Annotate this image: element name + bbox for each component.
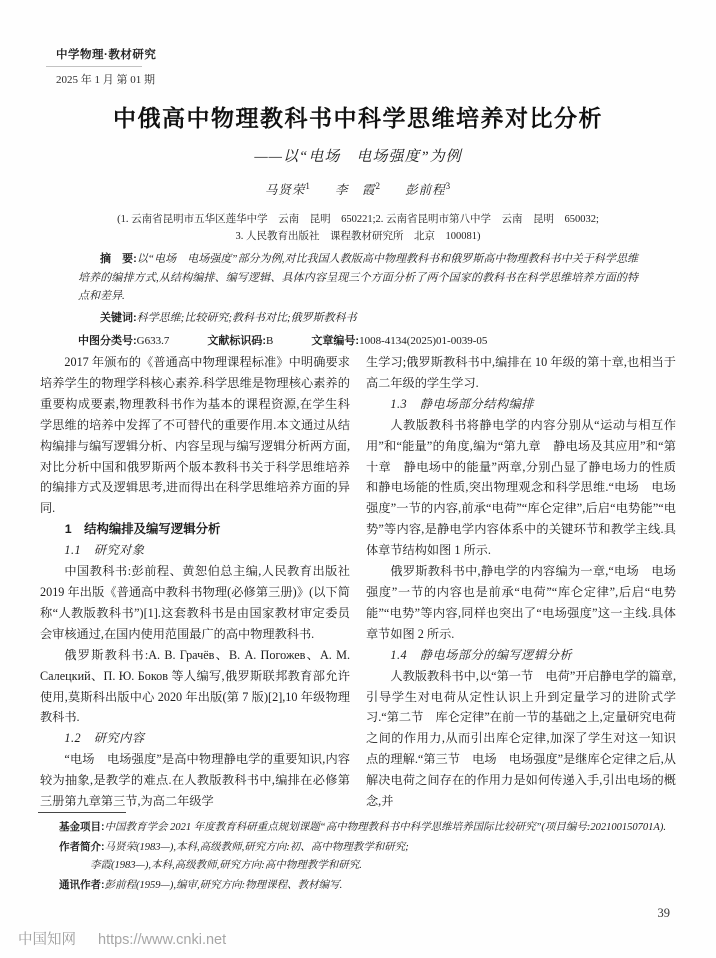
cnki-watermark xyxy=(18,928,226,949)
cnki-site-name: 中国知网 xyxy=(18,932,76,948)
body-left-column xyxy=(40,352,350,812)
paragraph: 人教版教科书中,以“第一节 电荷”开启静电学的篇章,引导学生对电荷从定性认识上升到定量学习的进阶式学习.“第二节 库仑定律”在前一节的基础之上,定量研究电荷之间的作用力,从而引出库仑定律,加深了学生对这一知识点的理解.“第三节 电场 电场强度”是继库仑定律之后,从解决电荷之间存在的作用力是如何传递入手,引出电场的概念,并 xyxy=(366,668,676,809)
paragraph: 2017 年颁布的《普通高中物理课程标准》中明确要求培养学生的物理学科核心素养.科学思维是物理核心素养的重要构成要素,物理教科书作为基本的课程资源,在学生科学思维的培养中发挥了不可替代的重要作用.本文通过从结构编排与编写逻辑分析、内容呈现与编写逻辑分析两方面,对比分析中国和俄罗斯两个版本教科书关于科学思维培养的编排方式及逻辑思考,进而得出在科学思维培养方面的异同. xyxy=(40,355,350,516)
page-header xyxy=(56,46,156,87)
header-divider xyxy=(46,66,142,67)
footnote-divider xyxy=(38,812,126,813)
body-right-column xyxy=(366,352,676,812)
document-code: 文献标识码:B xyxy=(207,335,274,347)
author-3: 彭前程$^3$ xyxy=(405,180,452,197)
author-1: 马贤荣$^1$ xyxy=(264,180,311,197)
author-bio-note: 作者简介:马贤荣(1983—),本科,高级教师,研究方向:初、高中物理教学和研究; xyxy=(59,840,409,853)
subsection-heading-1-2: 1.2 研究内容 xyxy=(64,731,145,746)
abstract xyxy=(78,250,638,306)
author-2: 李 霞$^2$ xyxy=(334,180,381,197)
keywords-label: 关键词: xyxy=(100,311,137,324)
author-3-superscript: 3 xyxy=(445,180,452,191)
issue-date: 2025 年 1 月 第 01 期 xyxy=(56,74,155,86)
author-1-superscript: 1 xyxy=(305,180,311,191)
paragraph: 俄罗斯教科书:А. В. Грачёв、В. А. Погожев、А. М. Салецкий、П. Ю. Боков 等人编写,俄罗斯联邦教育部允许使用,莫斯科出版中心 2020 年出版(第 7 版)[2],10 年级物理教科书. xyxy=(40,647,350,725)
abstract-block xyxy=(78,250,638,351)
footnote-list xyxy=(38,818,678,895)
article-id: 文章编号:1008-4134(2025)01-0039-05 xyxy=(311,335,488,347)
body-columns xyxy=(40,352,676,812)
paper-subtitle: ——以“电场 电场强度”为例 xyxy=(254,149,462,165)
fund-project-note: 基金项目:中国教育学会 2021 年度教育科研重点规划课题“高中物理教科书中科学思维培养国际比较研究”(项目编号:202100150701A). xyxy=(59,821,666,833)
paragraph: 生学习;俄罗斯教科书中,编排在 10 年级的第十章,也相当于高二年级的学生学习. xyxy=(366,355,676,390)
abstract-text: 以“电场 电场强度”部分为例,对比我国人教版高中物理教科书和俄罗斯高中物理教科书中关于科学思维培养的编排方式,从结构编排、编写逻辑、具体内容呈现三个方面分析了两个国家的教科书在科学思维培养方面的特点和差异. xyxy=(78,253,638,302)
author-bio-note-2: 李霞(1983—),本科,高级教师,研究方向:高中物理教学和研究. xyxy=(90,860,362,871)
paper-title: 中俄高中物理教科书中科学思维培养对比分析 xyxy=(113,105,603,131)
abstract-label: 摘 要: xyxy=(100,253,137,265)
corresponding-author-note: 通讯作者:彭前程(1959—),编审,研究方向:物理课程、教材编写. xyxy=(59,878,343,891)
footnote-block xyxy=(38,812,678,895)
author-line xyxy=(0,180,716,198)
subsection-heading-1-1: 1.1 研究对象 xyxy=(64,543,145,558)
paragraph: 人教版教科书将静电学的内容分别从“运动与相互作用”和“能量”的角度,编为“第九章 静电场及其应用”和“第十章 静电场中的能量”两章,分别凸显了静电场力的性质和静电场能的性质,突出物理观念和科学思维.“电场 电场强度”一节的内容,前承“电荷”“库仑定律”,后启“电势能”“电势”等内容,是静电学内容体系中的关键环节和教学主线.具体章节结构如图 1 所示. xyxy=(366,417,676,558)
cnki-url: https://www.cnki.net xyxy=(98,932,227,948)
clc-number: 中图分类号:G633.7 xyxy=(78,335,170,347)
affiliation-line-1: (1. 云南省昆明市五华区莲华中学 云南 昆明 650221;2. 云南省昆明市第八中学 云南 昆明 650032; xyxy=(117,214,599,225)
affiliations xyxy=(0,211,716,245)
page-number: 39 xyxy=(657,906,670,920)
keywords-text: 科学思维;比较研究;教科书对比;俄罗斯教科书 xyxy=(136,311,357,324)
journal-name: 中学物理·教材研究 xyxy=(56,49,157,61)
title-block xyxy=(0,100,716,245)
subsection-heading-1-3: 1.3 静电场部分结构编排 xyxy=(390,396,534,411)
paragraph: 俄罗斯教科书中,静电学的内容编为一章,“电场 电场强度”一节的内容也是前承“电荷”“库仑定律”,后启“电势能”“电势”等内容,同样也突出了“电场强度”这一主线.具体章节如图 2 所示. xyxy=(366,564,676,641)
author-2-superscript: 2 xyxy=(375,180,381,191)
affiliation-line-2: 3. 人民教育出版社 课程教材研究所 北京 100081) xyxy=(235,231,481,242)
subsection-heading-1-4: 1.4 静电场部分的编写逻辑分析 xyxy=(390,647,573,662)
article-meta xyxy=(78,332,638,351)
paragraph: 中国教科书:彭前程、黄恕伯总主编,人民教育出版社 2019 年出版《普通高中教科书物理(必修第三册)》(以下简称“人教版教科书”)[1].这套教科书是由国家教材审定委员会审核通过,在国内使用范围最广的高中物理教科书. xyxy=(40,564,350,641)
paragraph: “电场 电场强度”是高中物理静电学的重要知识,内容较为抽象,是教学的难点.在人教版教科书中,编排在必修第三册第九章第三节,为高二年级学 xyxy=(40,752,350,809)
keywords xyxy=(78,309,638,328)
section-heading-1: 1 结构编排及编写逻辑分析 xyxy=(64,522,221,537)
